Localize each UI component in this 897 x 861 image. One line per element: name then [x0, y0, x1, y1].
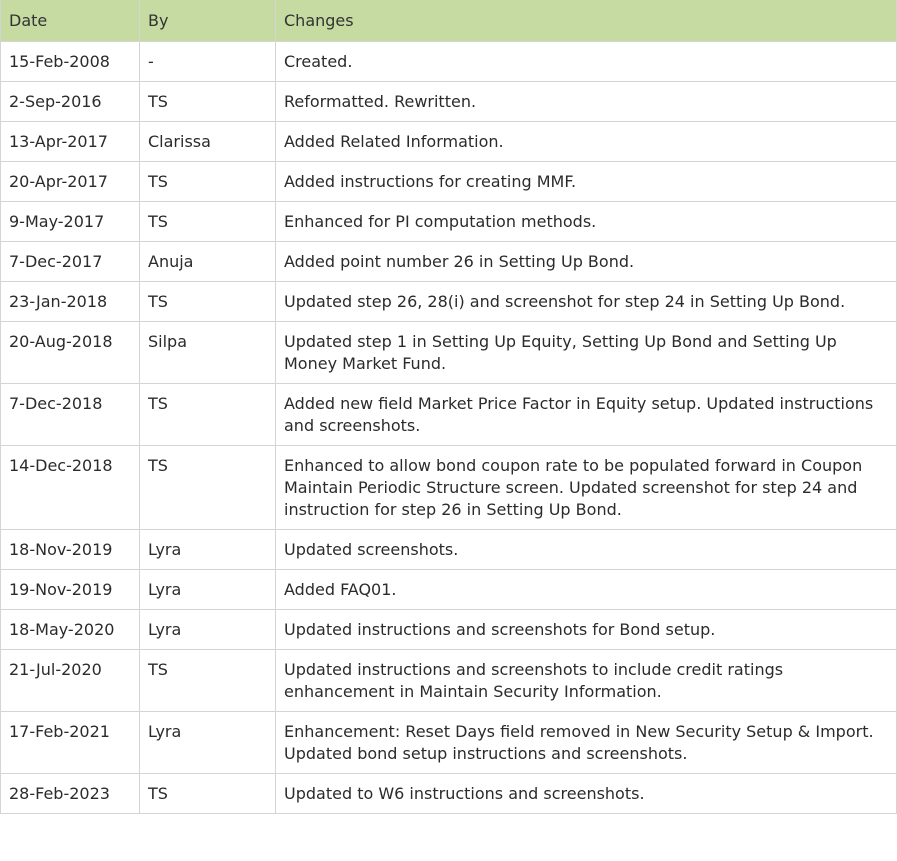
cell-date: 28-Feb-2023 — [1, 774, 140, 814]
cell-changes — [276, 42, 897, 82]
table-body — [1, 42, 897, 814]
table-row — [1, 122, 897, 162]
table-row — [1, 610, 897, 650]
table-row — [1, 570, 897, 610]
cell-by: TS — [140, 202, 276, 242]
cell-by: Lyra — [140, 610, 276, 650]
header-by: By — [140, 1, 276, 42]
cell-date: 14-Dec-2018 — [1, 446, 140, 530]
cell-changes — [276, 446, 897, 530]
cell-by: TS — [140, 82, 276, 122]
cell-by: Silpa — [140, 322, 276, 384]
cell-date: 7-Dec-2017 — [1, 242, 140, 282]
cell-by: TS — [140, 774, 276, 814]
cell-changes — [276, 122, 897, 162]
cell-changes — [276, 774, 897, 814]
change-text: Created. — [284, 52, 353, 71]
cell-by: TS — [140, 446, 276, 530]
cell-date: 20-Apr-2017 — [1, 162, 140, 202]
change-text: Added new field Market Price Factor in Equity setup. Updated instructions and screenshots. — [284, 394, 874, 435]
cell-by: TS — [140, 162, 276, 202]
change-text: Reformatted. Rewritten. — [284, 92, 477, 111]
change-text: Enhanced to allow bond coupon rate to be populated forward in Coupon Maintain Periodic Structure screen. Updated screenshot for step 24 and instruction for step 26 in Setting Up Bond. — [284, 456, 863, 519]
cell-changes — [276, 82, 897, 122]
cell-date: 2-Sep-2016 — [1, 82, 140, 122]
cell-date: 9-May-2017 — [1, 202, 140, 242]
table-row — [1, 530, 897, 570]
cell-date: 23-Jan-2018 — [1, 282, 140, 322]
cell-by: Clarissa — [140, 122, 276, 162]
cell-changes — [276, 712, 897, 774]
change-text: Updated to W6 instructions and screenshots. — [284, 784, 645, 803]
change-text: Added instructions for creating MMF. — [284, 172, 577, 191]
change-text: Updated step 1 in Setting Up Equity, Setting Up Bond and Setting Up Money Market Fund. — [284, 332, 837, 373]
cell-by: Lyra — [140, 570, 276, 610]
change-text: Updated instructions and screenshots for Bond setup. — [284, 620, 716, 639]
cell-by: TS — [140, 282, 276, 322]
cell-changes — [276, 242, 897, 282]
cell-date: 18-May-2020 — [1, 610, 140, 650]
table-row — [1, 162, 897, 202]
change-text: Updated step 26, 28(i) and screenshot for step 24 in Setting Up Bond. — [284, 292, 846, 311]
header-date: Date — [1, 1, 140, 42]
table-row — [1, 82, 897, 122]
change-text: Enhancement: Reset Days field removed in New Security Setup & Import. — [284, 722, 874, 741]
cell-by: Anuja — [140, 242, 276, 282]
change-text: Added point number 26 in Setting Up Bond. — [284, 252, 635, 271]
cell-date: 20-Aug-2018 — [1, 322, 140, 384]
table-row — [1, 712, 897, 774]
change-text: Updated instructions and screenshots to include credit ratings enhancement in Maintain Security Information. — [284, 660, 784, 701]
cell-date: 13-Apr-2017 — [1, 122, 140, 162]
cell-changes — [276, 384, 897, 446]
change-text: Updated screenshots. — [284, 540, 459, 559]
table-row — [1, 774, 897, 814]
cell-date: 18-Nov-2019 — [1, 530, 140, 570]
cell-by: TS — [140, 384, 276, 446]
table-row — [1, 650, 897, 712]
cell-date: 15-Feb-2008 — [1, 42, 140, 82]
table-header-row — [1, 1, 897, 42]
table-row — [1, 384, 897, 446]
cell-by: - — [140, 42, 276, 82]
table-row — [1, 202, 897, 242]
cell-by: Lyra — [140, 712, 276, 774]
change-text: Added FAQ01. — [284, 580, 397, 599]
change-text: Updated bond setup instructions and screenshots. — [284, 744, 688, 763]
cell-changes — [276, 202, 897, 242]
table-row — [1, 242, 897, 282]
change-text: Enhanced for PI computation methods. — [284, 212, 597, 231]
cell-date: 7-Dec-2018 — [1, 384, 140, 446]
cell-changes — [276, 530, 897, 570]
cell-by: TS — [140, 650, 276, 712]
change-text: Added Related Information. — [284, 132, 504, 151]
cell-date: 21-Jul-2020 — [1, 650, 140, 712]
cell-changes — [276, 282, 897, 322]
table-row — [1, 446, 897, 530]
cell-by: Lyra — [140, 530, 276, 570]
cell-changes — [276, 610, 897, 650]
cell-date: 19-Nov-2019 — [1, 570, 140, 610]
table-row — [1, 42, 897, 82]
cell-changes — [276, 570, 897, 610]
table-row — [1, 322, 897, 384]
cell-date: 17-Feb-2021 — [1, 712, 140, 774]
cell-changes — [276, 322, 897, 384]
table-row — [1, 282, 897, 322]
header-changes: Changes — [276, 1, 897, 42]
cell-changes — [276, 650, 897, 712]
cell-changes — [276, 162, 897, 202]
